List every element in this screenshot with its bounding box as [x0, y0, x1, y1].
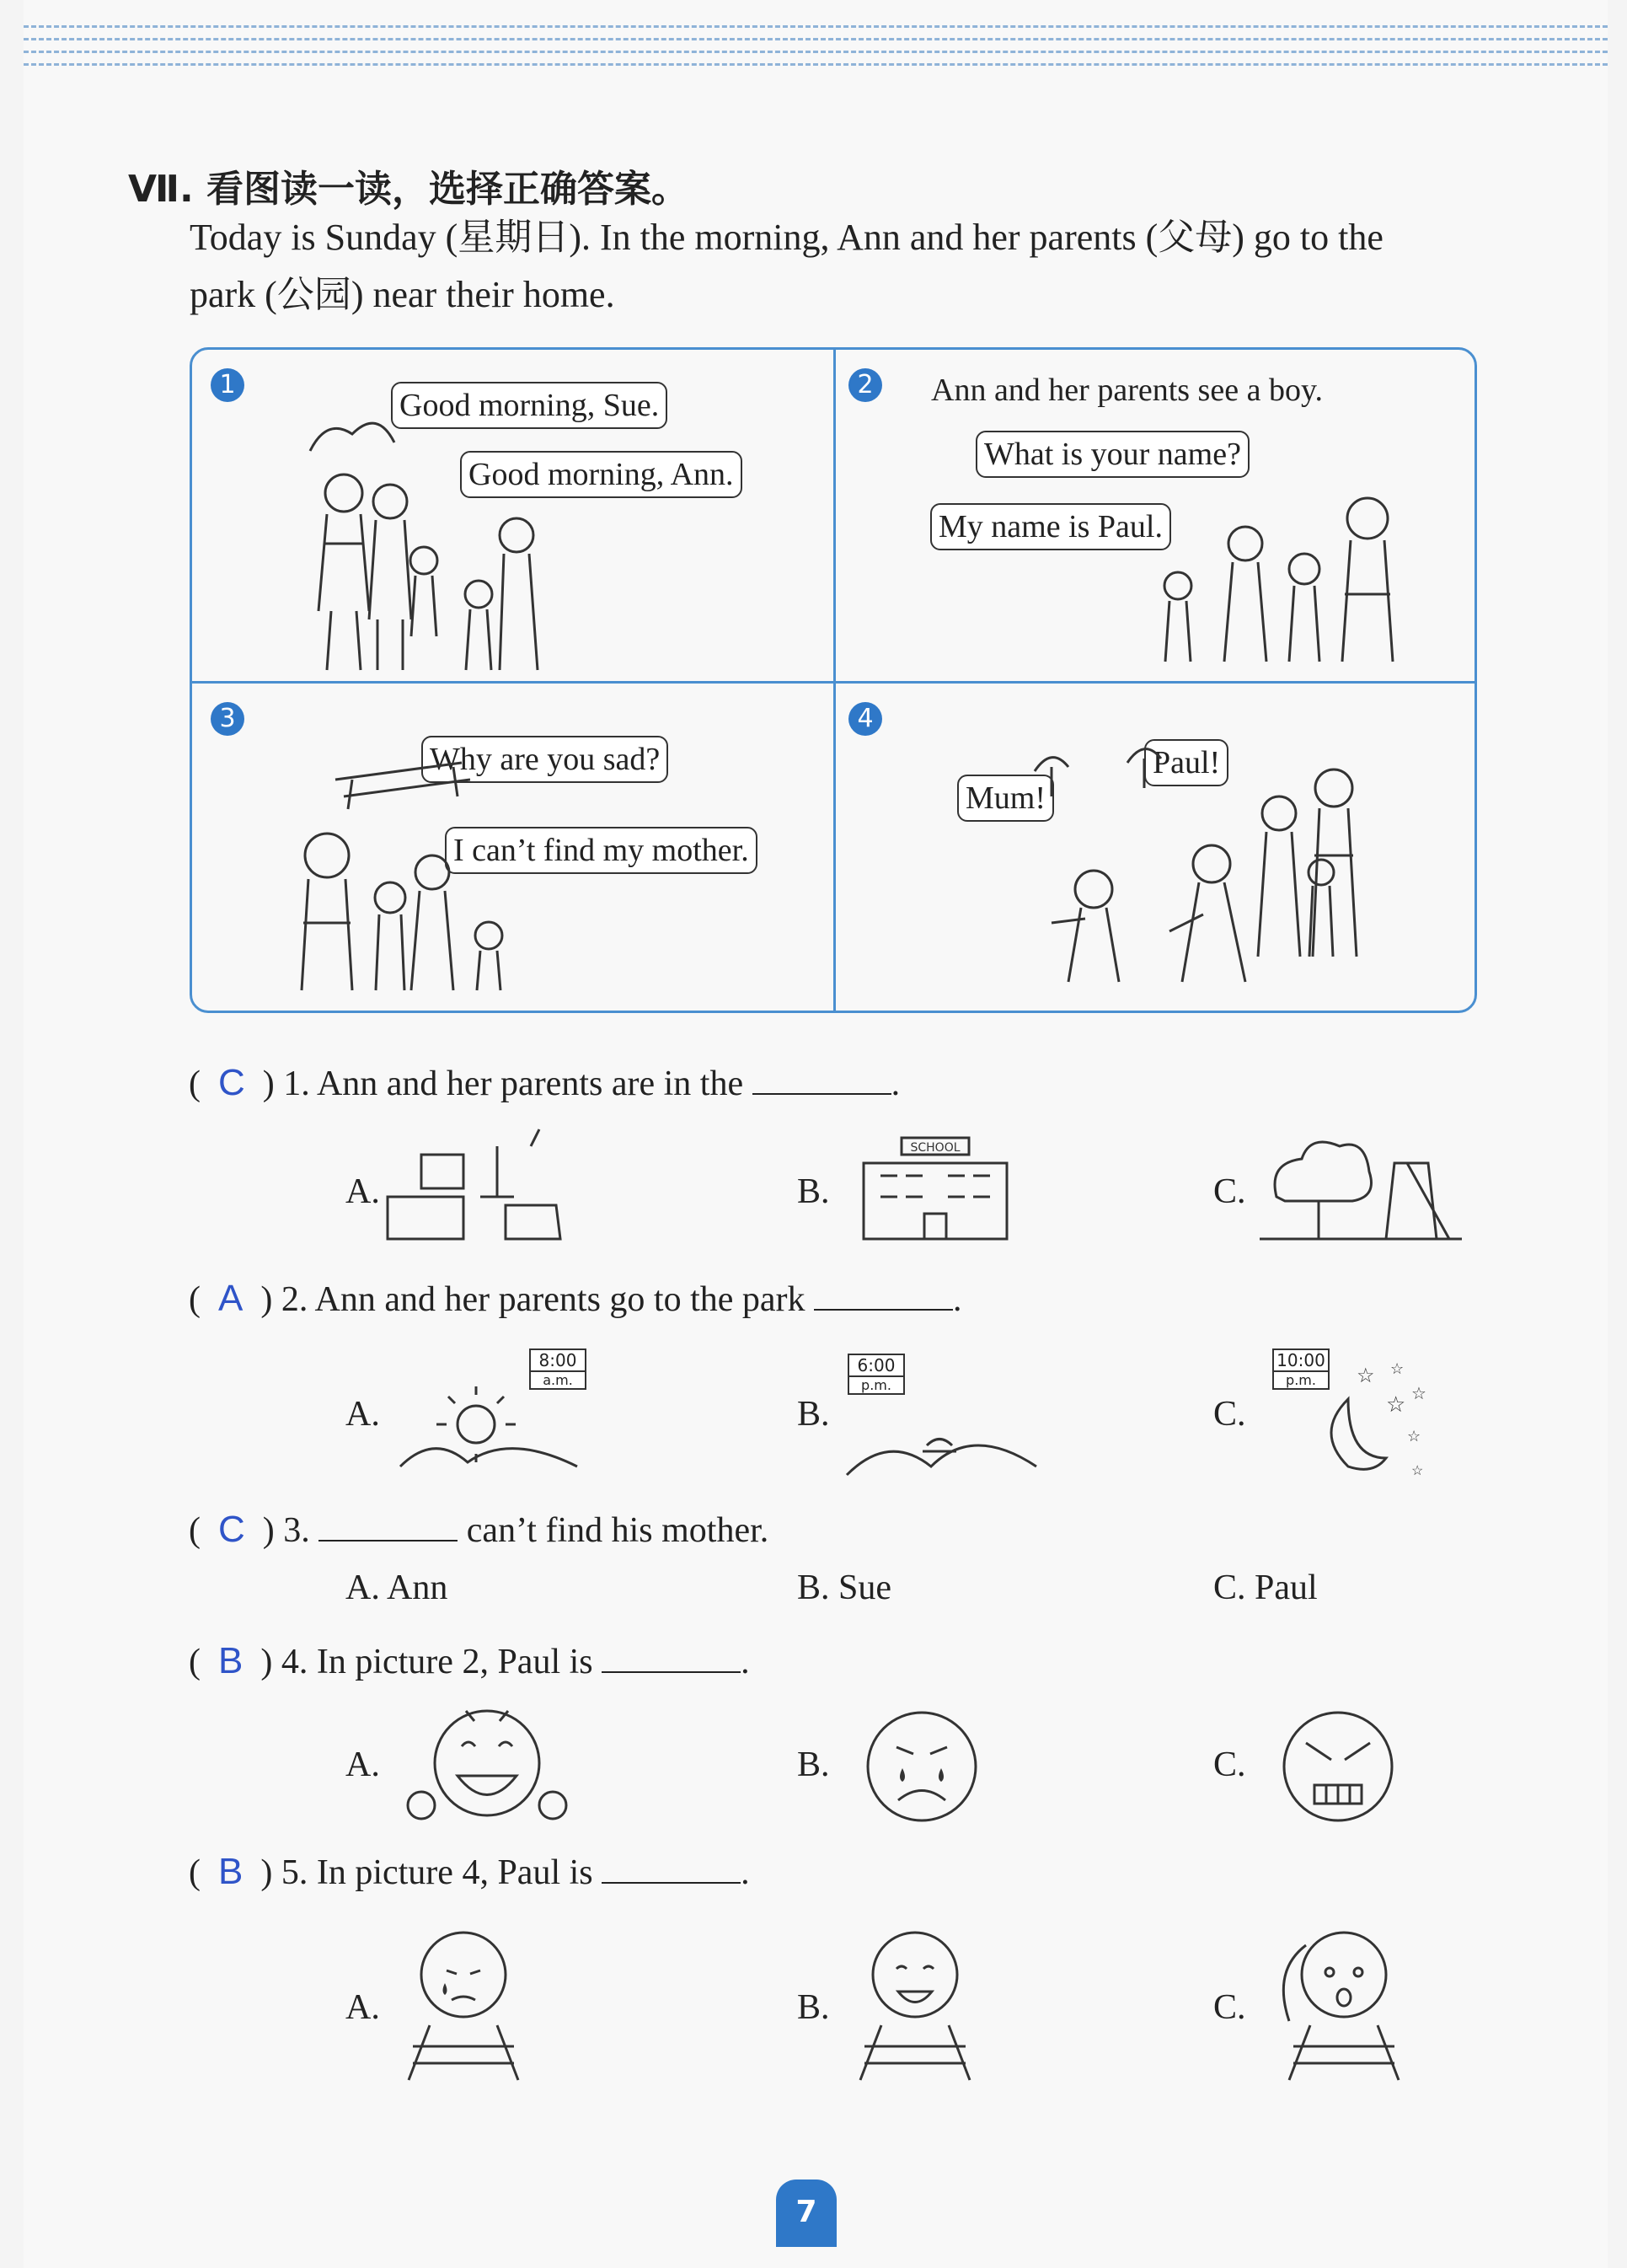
- park-playground-icon: [1260, 1129, 1462, 1247]
- sunset-icon: [847, 1407, 1041, 1483]
- question-5-option-b[interactable]: B.: [797, 1988, 830, 2027]
- question-1-option-c[interactable]: C.: [1213, 1172, 1246, 1211]
- svg-text:☆: ☆: [1357, 1365, 1375, 1387]
- question-5-option-c[interactable]: C.: [1213, 1988, 1246, 2027]
- question-1-option-b[interactable]: B.: [797, 1172, 830, 1211]
- boy-happy-icon: [848, 1920, 982, 2088]
- angry-face-icon: [1281, 1709, 1399, 1827]
- question-2: ( A ) 2. Ann and her parents go to the park .: [189, 1278, 962, 1319]
- panel-2-family-illustration: [1144, 468, 1448, 670]
- question-4-option-c[interactable]: C.: [1213, 1745, 1246, 1784]
- question-3-option-c[interactable]: C. Paul: [1213, 1568, 1318, 1607]
- panel-2-bubble-question: What is your name?: [976, 431, 1250, 478]
- living-room-icon: [371, 1129, 573, 1247]
- panel-4-bubble-mum: Mum!: [957, 775, 1054, 822]
- morning-sun-icon: [400, 1382, 586, 1475]
- section-title: Ⅶ. 看图读一读，选择正确答案。: [128, 168, 689, 211]
- panel-1-bubble-sue: Good morning, Sue.: [391, 382, 667, 429]
- question-3-answer[interactable]: C: [218, 1509, 245, 1550]
- clock-8am: 8:00 a.m.: [529, 1348, 586, 1390]
- header-dash-line: [24, 51, 1608, 53]
- panel-3-family-illustration: [268, 746, 546, 999]
- svg-text:☆: ☆: [1386, 1392, 1406, 1417]
- panel-1-bubble-ann: Good morning, Ann.: [460, 451, 742, 498]
- school-building-icon: [847, 1134, 1024, 1243]
- question-4-option-b[interactable]: B.: [797, 1745, 830, 1784]
- question-3-option-a[interactable]: A. Ann: [345, 1568, 448, 1607]
- question-3-blank: [318, 1509, 458, 1541]
- grid-divider-vertical: [833, 350, 836, 1011]
- question-2-option-c[interactable]: C.: [1213, 1395, 1246, 1434]
- panel-3-bubble-answer: I can’t find my mother.: [445, 827, 757, 874]
- question-4-blank: [602, 1641, 741, 1673]
- panel-1-number: 1: [211, 368, 244, 402]
- header-dash-line: [24, 25, 1608, 28]
- question-2-option-a[interactable]: A.: [345, 1395, 380, 1434]
- question-5-option-a[interactable]: A.: [345, 1988, 380, 2027]
- question-1-answer[interactable]: C: [218, 1062, 245, 1103]
- page-number: 7: [776, 2180, 837, 2247]
- boy-worried-icon: [1264, 1920, 1416, 2088]
- clock-6pm: 6:00 p.m.: [848, 1354, 905, 1395]
- svg-text:☆: ☆: [1411, 1385, 1426, 1403]
- intro-line-1: Today is Sunday (星期日). In the morning, Ann and her parents (父母) go to the: [190, 217, 1383, 258]
- panel-3-number: 3: [211, 702, 244, 736]
- panel-4-bubble-paul: Paul!: [1144, 739, 1228, 786]
- night-moon-stars-icon: [1298, 1348, 1449, 1483]
- question-4-option-a[interactable]: A.: [345, 1745, 380, 1784]
- picture-grid: [190, 347, 1477, 1013]
- question-2-answer[interactable]: A: [218, 1278, 244, 1319]
- clock-10pm: 10:00 p.m.: [1272, 1348, 1330, 1390]
- header-dash-line: [24, 63, 1608, 66]
- school-sign-label: SCHOOL: [910, 1141, 961, 1155]
- question-1: ( C ) 1. Ann and her parents are in the .: [189, 1062, 901, 1103]
- question-5-blank: [602, 1852, 741, 1884]
- question-1-option-a[interactable]: A.: [345, 1172, 380, 1211]
- svg-text:☆: ☆: [1390, 1360, 1405, 1377]
- panel-4-reunion-illustration: [1001, 721, 1473, 999]
- panel-2-number: 2: [848, 368, 882, 402]
- question-5-answer[interactable]: B: [218, 1851, 244, 1892]
- intro-line-2: park (公园) near their home.: [190, 274, 615, 315]
- question-3: ( C ) 3. can’t find his mother.: [189, 1509, 769, 1550]
- header-dash-line: [24, 38, 1608, 40]
- question-5: ( B ) 5. In picture 4, Paul is .: [189, 1851, 750, 1892]
- question-1-blank: [752, 1063, 891, 1095]
- question-2-blank: [814, 1279, 953, 1311]
- panel-4-number: 4: [848, 702, 882, 736]
- boy-crying-icon: [396, 1920, 531, 2088]
- question-4-answer[interactable]: B: [218, 1640, 244, 1681]
- happy-face-icon: [403, 1704, 571, 1831]
- question-3-option-b[interactable]: B. Sue: [797, 1568, 892, 1607]
- sad-crying-face-icon: [864, 1709, 982, 1827]
- panel-2-bubble-answer: My name is Paul.: [930, 503, 1171, 550]
- question-4: ( B ) 4. In picture 2, Paul is .: [189, 1640, 750, 1681]
- panel-1-family-illustration: [293, 400, 563, 670]
- panel-2-caption: Ann and her parents see a boy.: [931, 373, 1323, 408]
- panel-3-bubble-question: Why are you sad?: [421, 736, 668, 783]
- question-2-option-b[interactable]: B.: [797, 1395, 830, 1434]
- grid-divider-horizontal: [192, 681, 1474, 684]
- svg-text:☆: ☆: [1407, 1428, 1421, 1445]
- svg-text:☆: ☆: [1411, 1464, 1424, 1478]
